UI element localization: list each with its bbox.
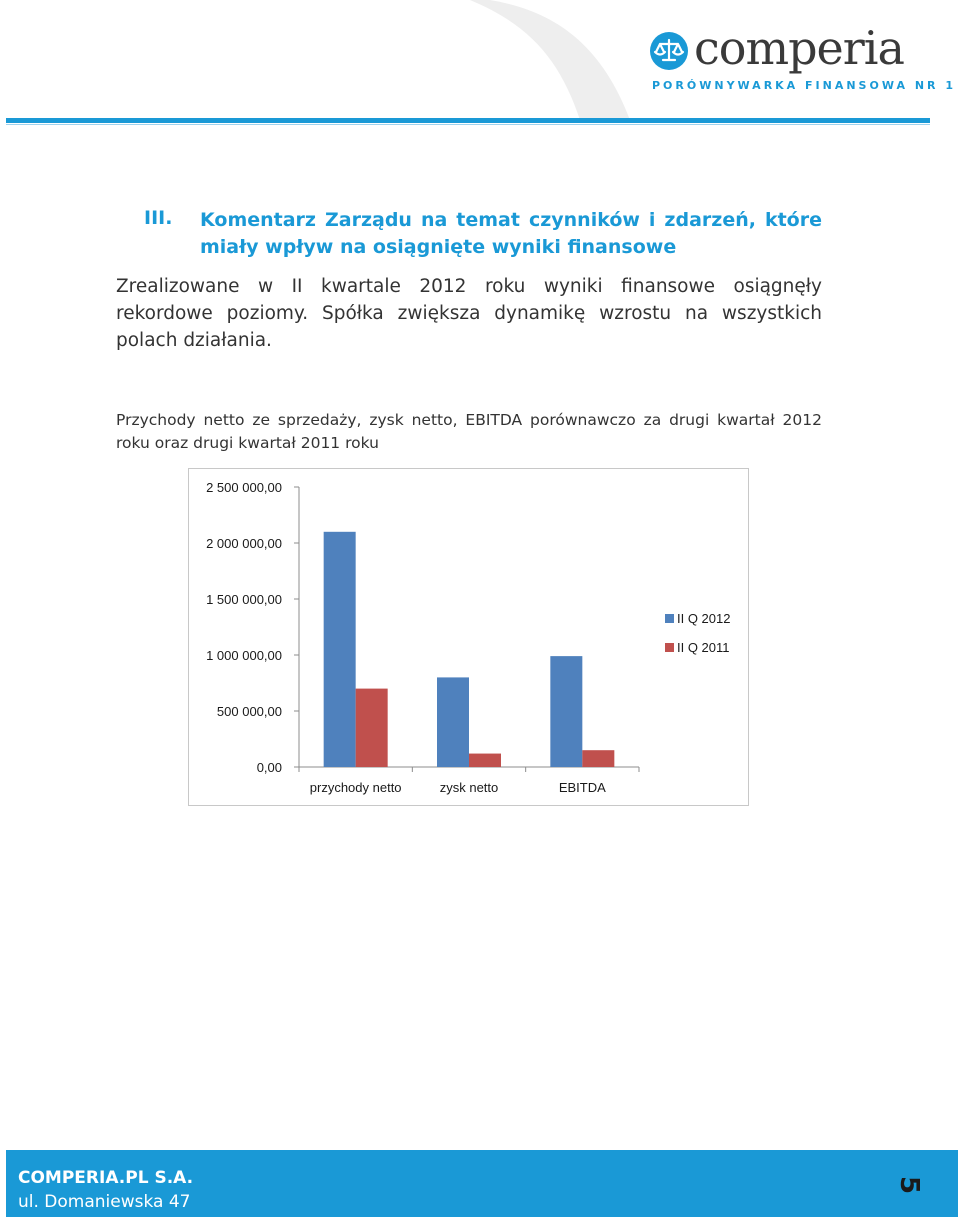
bar-q2-2011 [469,754,501,767]
bar-q2-2011 [356,689,388,767]
body-paragraph: Zrealizowane w II kwartale 2012 roku wyniki finansowe osiągnęły rekordowe poziomy. Spółka zwiększa dynamikę wzrostu na wszystkich polach działania. [116,276,822,351]
bar-chart-svg [189,469,750,807]
y-tick-label: 1 500 000,00 [206,592,282,607]
y-tick-label: 2 000 000,00 [206,536,282,551]
logo-tagline: PORÓWNYWARKA FINANSOWA NR 1 [652,79,956,92]
bar-q2-2012 [324,532,356,767]
bar-chart [188,468,749,806]
logo-wordmark: comperia [694,21,904,75]
scales-icon [650,32,688,70]
y-tick-label: 2 500 000,00 [206,480,282,495]
header-divider [6,118,930,123]
legend-label: II Q 2012 [677,611,731,626]
bar-q2-2011 [582,750,614,767]
legend-swatch [665,643,674,652]
y-tick-label: 0,00 [256,760,282,775]
bar-q2-2012 [550,656,582,767]
footer-company-name: COMPERIA.PL S.A. [18,1168,194,1188]
header-divider-thin [6,124,930,125]
legend-swatch [665,614,674,623]
section-number: III. [144,207,173,229]
y-tick-label: 1 000 000,00 [206,648,282,663]
comperia-logo [648,21,956,102]
chart-caption: Przychody netto ze sprzedaży, zysk netto, EBITDA porównawczo za drugi kwartał 2012 roku oraz drugi kwartał 2011 roku [116,411,822,452]
section-title: Komentarz Zarządu na temat czynników i zdarzeń, które miały wpływ na osiągnięte wyniki finansowe [200,209,822,258]
bar-q2-2012 [437,677,469,767]
page-footer [6,1150,958,1217]
footer-address: ul. Domaniewska 47 [18,1192,191,1212]
x-category-label: zysk netto [439,780,499,795]
y-tick-label: 500 000,00 [216,704,282,719]
legend-label: II Q 2011 [677,640,730,655]
page-number: 5 [893,1175,924,1195]
x-category-label: EBITDA [558,780,606,795]
x-category-label: przychody netto [309,780,402,795]
